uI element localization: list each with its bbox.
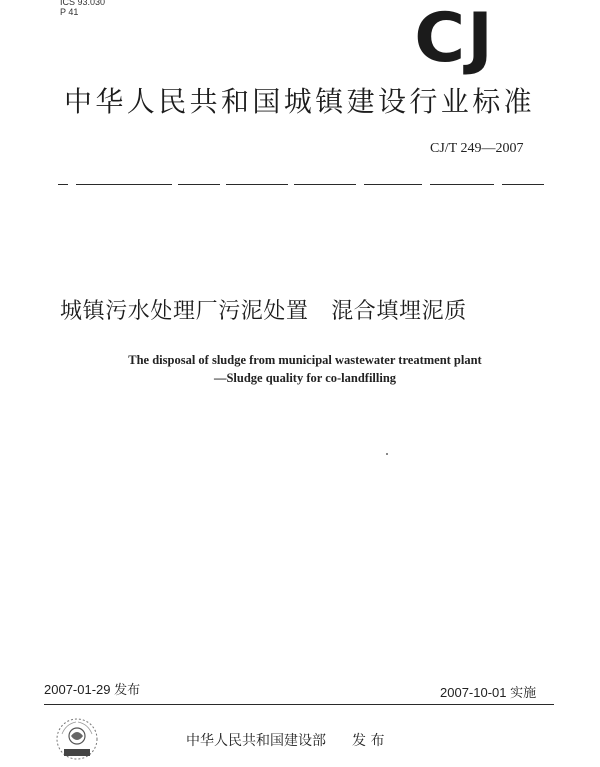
english-title-line-1: The disposal of sludge from municipal wastewater treatment plant <box>128 353 482 367</box>
header-divider <box>58 184 544 186</box>
ccs-code: P 41 <box>60 7 79 17</box>
logo-text: CJ <box>414 0 496 78</box>
standard-number: CJ/T 249—2007 <box>430 141 524 156</box>
english-title-line-2: —Sludge quality for co-landfilling <box>213 371 397 385</box>
issuing-authority <box>186 732 384 750</box>
national-standard-title: 中华人民共和国城镇建设行业标准 <box>64 85 536 118</box>
issue-date: 2007-01-29 发布 <box>44 682 141 697</box>
ics-code: ICS 93.030 <box>60 0 106 7</box>
document-title-english <box>70 351 540 387</box>
classification-codes <box>60 0 105 17</box>
issue-word: 发 布 <box>352 733 385 749</box>
scan-speck <box>386 453 388 455</box>
footer-divider <box>44 704 554 705</box>
publisher-seal-icon <box>54 716 100 762</box>
implementation-date: 2007-10-01 实施 <box>440 685 537 700</box>
issuer-name: 中华人民共和国建设部 <box>186 733 326 749</box>
cj-logo <box>396 0 514 78</box>
document-title-chinese: 城镇污水处理厂污泥处置 混合填埋泥质 <box>60 299 467 324</box>
